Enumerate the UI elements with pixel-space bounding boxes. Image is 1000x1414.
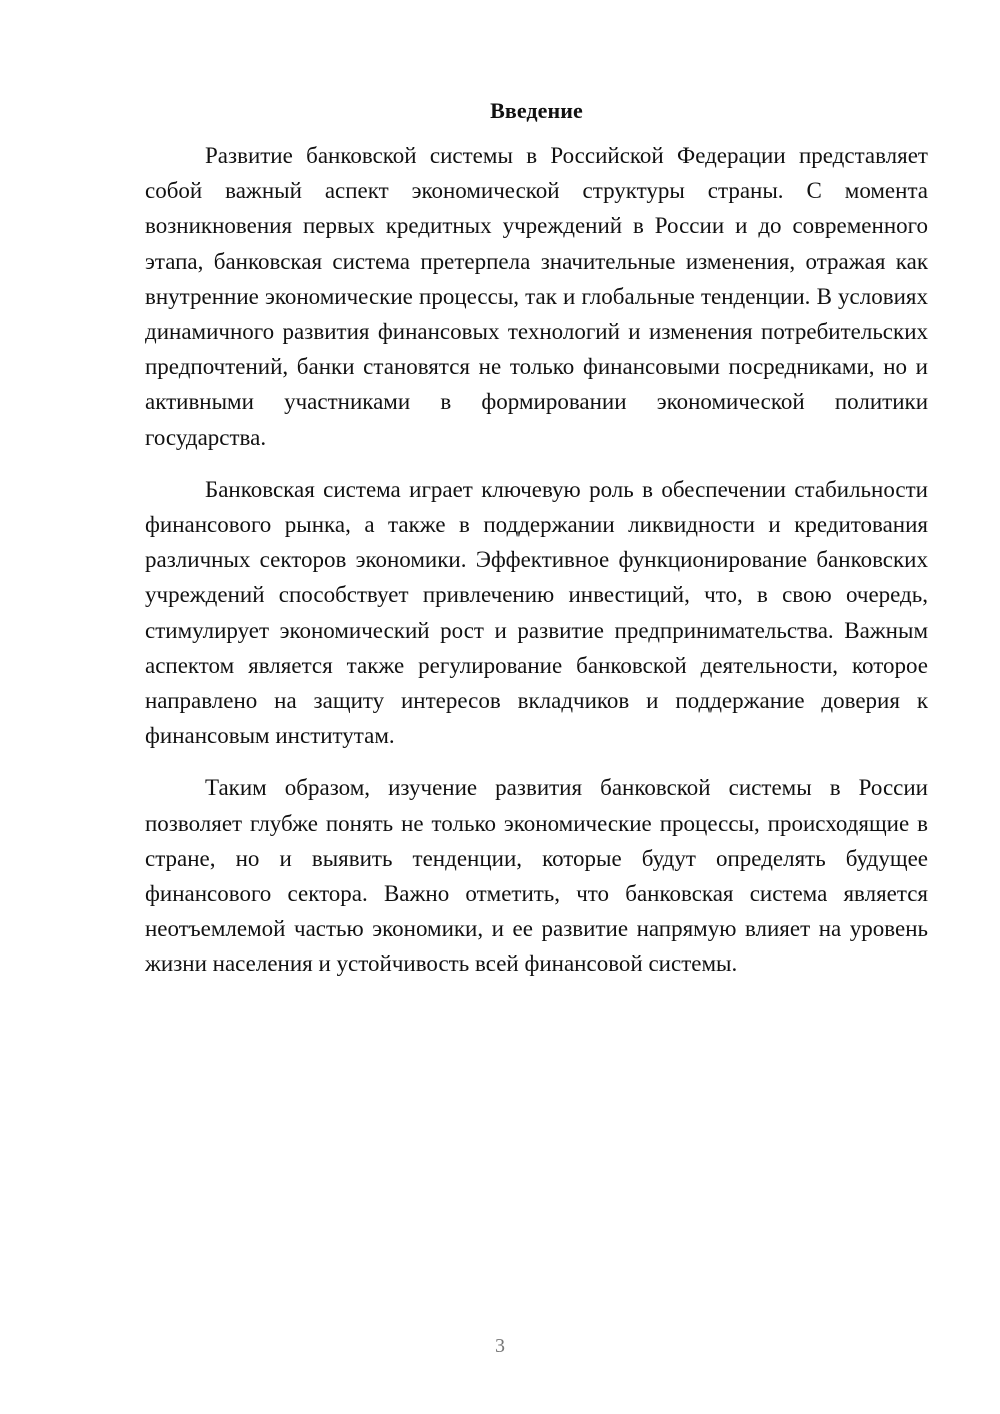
section-heading: Введение [490,98,583,123]
page-number: 3 [495,1335,505,1357]
document-body [145,96,928,999]
paragraph-3: Таким образом, изучение развития банковской системы в России позволяет глубже понять не только экономические процессы, происходящие в стране, но и выявить тенденции, которые будут определять будущее финансового сектора. Важно отметить, что банковская система является неотъемлемой частью экономики, и ее развитие напрямую влияет на уровень жизни населения и устойчивость всей финансовой системы. [145,775,928,977]
paragraph-2: Банковская система играет ключевую роль в обеспечении стабильности финансового рынка, а также в поддержании ликвидности и кредитования различных секторов экономики. Эффективное функционирование банковских учреждений способствует привлечению инвестиций, что, в свою очередь, стимулирует экономический рост и развитие предпринимательства. Важным аспектом является также регулирование банковской деятельности, которое направлено на защиту интересов вкладчиков и поддержание доверия к финансовым институтам. [145,476,928,749]
paragraph-1: Развитие банковской системы в Российской Федерации представляет собой важный аспект экономической структуры страны. С момента возникновения первых кредитных учреждений в России и до современного этапа, банковская система претерпела значительные изменения, отражая как внутренние экономические процессы, так и глобальные тенденции. В условиях динамичного развития финансовых технологий и изменения потребительских предпочтений, банки становятся не только финансовыми посредниками, но и активными участниками в формировании экономической политики государства. [145,143,928,450]
